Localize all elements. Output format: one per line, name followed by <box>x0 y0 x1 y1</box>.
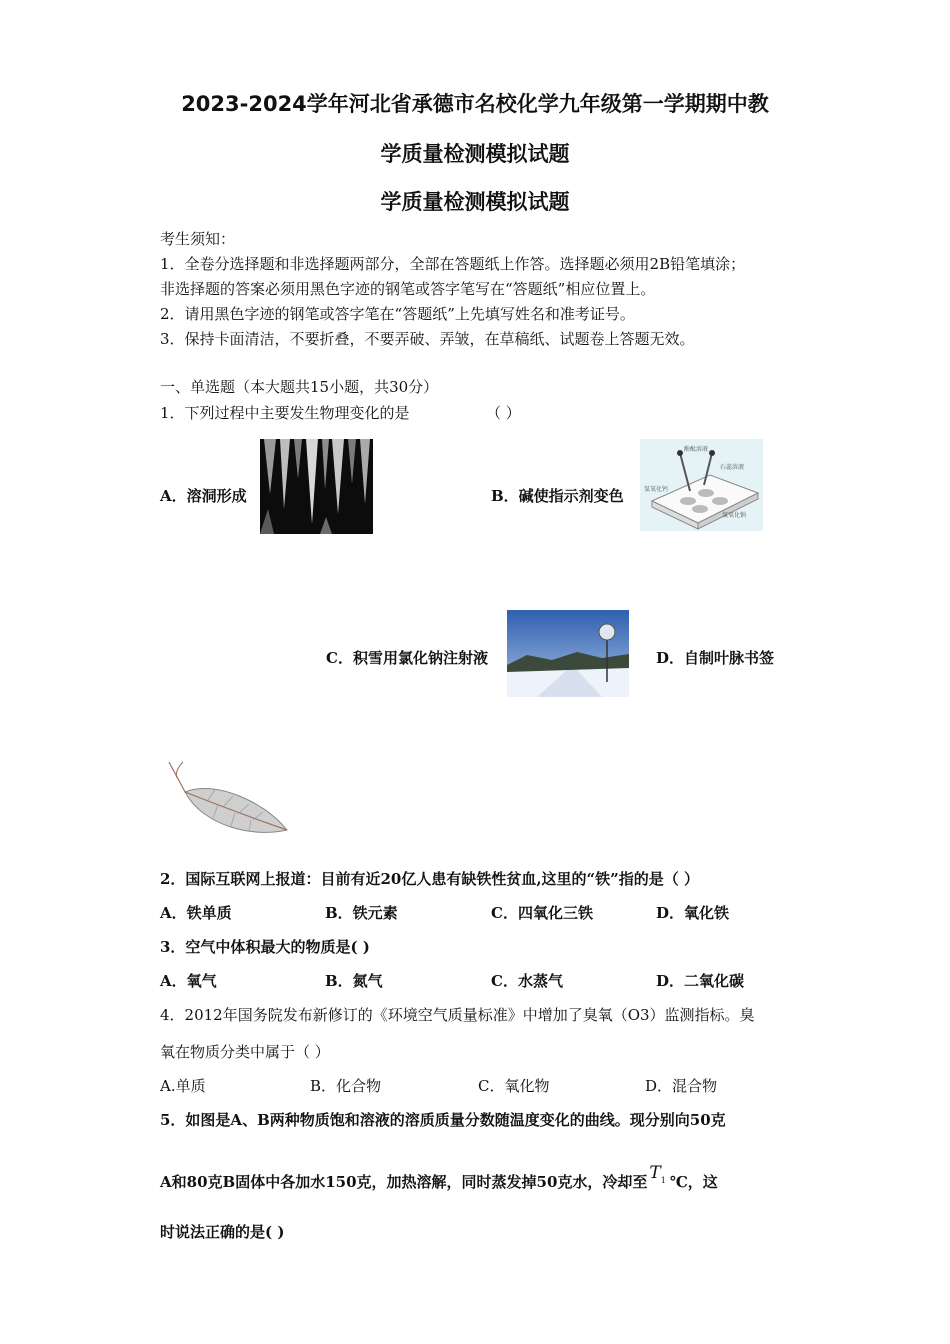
q1-option-b: B．碱使指示剂变色 <box>491 487 624 505</box>
q2-option-b: B．铁元素 <box>325 904 398 922</box>
notice-item-2: 2．请用黑色字迹的钢笔或答字笔在“答题纸”上先填写姓名和准考证号。 <box>160 305 635 323</box>
q1-option-d: D．自制叶脉书签 <box>656 649 775 667</box>
q5-stem-line-2 <box>160 1163 718 1192</box>
q1-option-c: C．积雪用氯化钠注射液 <box>326 649 488 667</box>
plate-label-calcium-hydroxide: 氢氧化钙 <box>644 486 669 493</box>
q2-option-a: A．铁单质 <box>160 904 232 922</box>
notice-item-1-cont: 非选择题的答案必须用黑色字迹的钢笔或答字笔写在“答题纸”相应位置上。 <box>160 280 656 298</box>
q4-stem-line-2: 氧在物质分类中属于（ ） <box>160 1043 330 1061</box>
q2-option-d: D．氧化铁 <box>656 904 730 922</box>
q5-stem-line-1: 5．如图是A、B两种物质饱和溶液的溶质质量分数随温度变化的曲线。现分别向50克 <box>160 1111 726 1129</box>
q4-option-b: B．化合物 <box>310 1077 382 1095</box>
q5-stem-line-2-end: ℃，这 <box>669 1173 718 1191</box>
q2-option-c: C．四氧化三铁 <box>491 904 593 922</box>
q5-stem-line-2-text: A和80克B固体中各加水150克，加热溶解，同时蒸发掉50克水，冷却至 <box>160 1173 648 1191</box>
q1-option-a: A．溶洞形成 <box>160 487 247 505</box>
section-heading: 一、单选题（本大题共15小题，共30分） <box>160 378 439 396</box>
q3-option-d: D．二氧化碳 <box>656 972 745 990</box>
q4-option-d: D．混合物 <box>645 1077 718 1095</box>
plate-label-sodium-hydroxide: 氢氧化钠 <box>722 512 747 519</box>
q3-option-c: C．水蒸气 <box>491 972 563 990</box>
q4-option-a: A.单质 <box>160 1077 206 1095</box>
spot-plate-image <box>640 439 763 531</box>
notice-item-1: 1．全卷分选择题和非选择题两部分，全部在答题纸上作答。选择题必须用2B铅笔填涂； <box>160 255 746 273</box>
q3-option-b: B．氮气 <box>325 972 383 990</box>
snow-road-image <box>507 610 629 697</box>
page-title-line-1: 2023-2024学年河北省承德市名校化学九年级第一学期期中教 <box>181 92 769 116</box>
notice-item-3: 3．保持卡面清洁，不要折叠，不要弄破、弄皱，在草稿纸、试题卷上答题无效。 <box>160 330 695 348</box>
q5-t-symbol: T <box>649 1163 661 1183</box>
q2-stem: 2．国际互联网上报道：目前有近20亿人患有缺铁性贫血,这里的“铁”指的是（ ） <box>160 870 700 888</box>
plate-label-litmus: 石蕊溶液 <box>720 464 745 471</box>
q3-stem: 3．空气中体积最大的物质是( ) <box>160 938 370 956</box>
q5-t-subscript: 1 <box>660 1176 666 1185</box>
cave-image <box>260 439 373 534</box>
q4-stem-line-1: 4．2012年国务院发布新修订的《环境空气质量标准》中增加了臭氧（O3）监测指标。臭 <box>160 1006 755 1024</box>
q1-answer-paren: （ ） <box>486 404 521 422</box>
leaf-image <box>163 760 291 842</box>
notice-heading: 考生须知： <box>160 230 236 248</box>
page-title-line-2: 学质量检测模拟试题 <box>380 142 570 166</box>
q4-option-c: C．氧化物 <box>478 1077 550 1095</box>
q5-stem-line-3: 时说法正确的是( ) <box>160 1223 285 1241</box>
plate-label-phenolphthalein: 酚酞溶液 <box>684 446 709 453</box>
q3-option-a: A．氧气 <box>160 972 217 990</box>
q1-stem: 1．下列过程中主要发生物理变化的是 <box>160 404 410 422</box>
page-title-line-3: 学质量检测模拟试题 <box>380 190 570 214</box>
